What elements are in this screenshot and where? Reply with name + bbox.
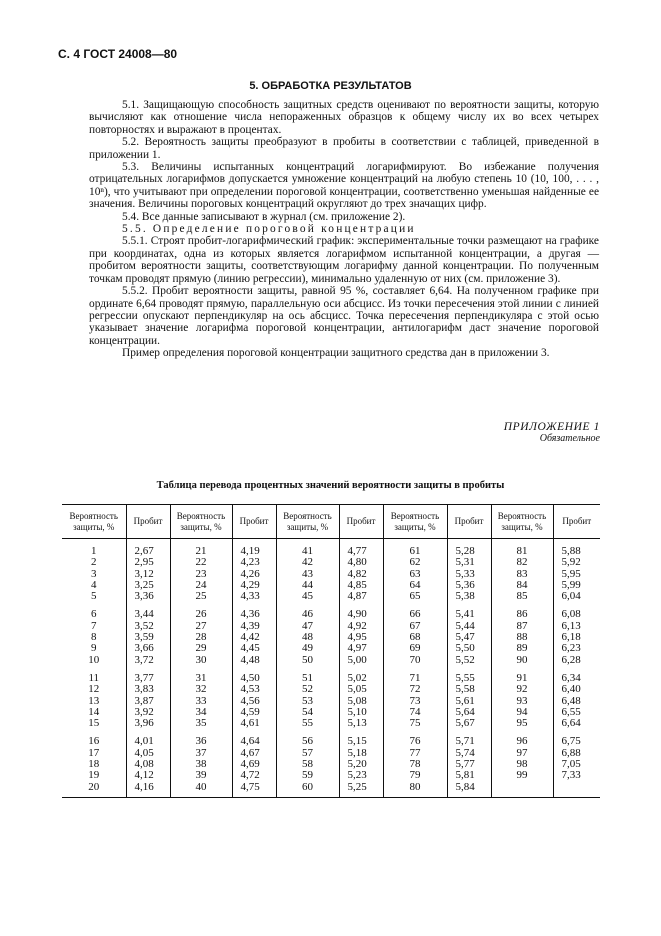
probit-cell: 3,25 — [126, 580, 170, 591]
probit-cell: 3,92 — [126, 707, 170, 718]
probit-cell: 6,64 — [553, 718, 600, 729]
table-row — [62, 684, 600, 695]
table-header-row — [62, 505, 600, 539]
probit-cell: 6,40 — [553, 684, 600, 695]
probit-cell: 4,42 — [232, 632, 276, 643]
probability-cell: 96 — [491, 736, 553, 747]
probit-cell: 6,75 — [553, 736, 600, 747]
probability-cell: 48 — [276, 632, 339, 643]
probit-cell: 4,12 — [126, 770, 170, 781]
probability-cell: 82 — [491, 557, 553, 568]
probability-cell: 47 — [276, 621, 339, 632]
probability-cell: 14 — [88, 705, 100, 718]
table-row — [62, 655, 600, 666]
probit-cell: 4,36 — [232, 609, 276, 620]
probit-cell: 4,64 — [232, 736, 276, 747]
paragraph-5-4: 5.4. Все данные записывают в журнал (см. приложение 2). — [122, 210, 406, 223]
table-row — [62, 643, 600, 654]
probit-cell: 4,16 — [126, 782, 170, 798]
probit-cell: 4,92 — [339, 621, 383, 632]
probability-cell: 44 — [276, 580, 339, 591]
appendix-label — [504, 421, 600, 444]
probit-cell: 4,90 — [339, 609, 383, 620]
body-text — [89, 99, 599, 360]
probability-cell: 10 — [88, 653, 100, 666]
probability-cell: 64 — [383, 580, 447, 591]
probit-cell: 5,64 — [447, 707, 491, 718]
probability-cell: 31 — [170, 673, 232, 684]
probit-cell: 5,20 — [339, 759, 383, 770]
header-probit: Пробит — [232, 505, 276, 539]
probit-cell: 3,12 — [126, 569, 170, 580]
probability-cell: 71 — [383, 673, 447, 684]
probability-cell: 77 — [383, 748, 447, 759]
probit-cell: 5,55 — [447, 673, 491, 684]
probit-cell: 4,56 — [232, 696, 276, 707]
probit-cell: 3,44 — [126, 609, 170, 620]
probability-cell: 6 — [91, 608, 97, 621]
probit-cell: 6,08 — [553, 609, 600, 620]
probit-cell: 5,25 — [339, 782, 383, 798]
probit-cell: 4,33 — [232, 591, 276, 602]
probit-cell: 5,38 — [447, 591, 491, 602]
probit-table — [62, 504, 600, 798]
probit-cell: 5,95 — [553, 569, 600, 580]
probability-cell: 93 — [491, 696, 553, 707]
probit-cell: 5,77 — [447, 759, 491, 770]
probability-cell: 69 — [383, 643, 447, 654]
probability-cell: 68 — [383, 632, 447, 643]
paragraph-5-1: 5.1. Защищающую способность защитных средств оценивают по вероятности защиты, которую вычисляют как отношение числа непораженных образцов к общему числу их во всех четырех повторностях и выражают в процентах. — [89, 99, 599, 136]
probit-cell: 6,23 — [553, 643, 600, 654]
probability-cell: 11 — [88, 671, 100, 684]
probability-cell: 41 — [276, 546, 339, 557]
probability-cell: 83 — [491, 569, 553, 580]
probability-cell: 28 — [170, 632, 232, 643]
probit-cell: 4,69 — [232, 759, 276, 770]
paragraph-5-2: 5.2. Вероятность защиты преобразуют в пробиты в соответствии с таблицей, приведенной в приложении 1. — [89, 136, 599, 161]
header-probit: Пробит — [447, 505, 491, 539]
probit-cell: 6,28 — [553, 655, 600, 666]
probit-cell: 5,52 — [447, 655, 491, 666]
probit-cell: 4,50 — [232, 673, 276, 684]
probability-cell: 94 — [491, 707, 553, 718]
probit-cell: 5,05 — [339, 684, 383, 695]
probability-cell: 95 — [491, 718, 553, 729]
probability-cell: 40 — [170, 782, 232, 798]
probit-cell: 5,41 — [447, 609, 491, 620]
probability-cell: 49 — [276, 643, 339, 654]
probability-cell: 36 — [170, 736, 232, 747]
probit-cell: 7,05 — [553, 759, 600, 770]
probability-cell: 89 — [491, 643, 553, 654]
probability-cell: 25 — [170, 591, 232, 602]
probit-cell: 5,74 — [447, 748, 491, 759]
probit-cell: 4,77 — [339, 546, 383, 557]
probit-table-body — [62, 539, 600, 798]
probit-cell: 5,44 — [447, 621, 491, 632]
probability-cell: 9 — [91, 642, 97, 655]
probit-cell: 3,77 — [126, 673, 170, 684]
probit-cell: 4,26 — [232, 569, 276, 580]
probability-cell: 88 — [491, 632, 553, 643]
probability-cell: 72 — [383, 684, 447, 695]
probit-cell: 5,18 — [339, 748, 383, 759]
header-probability: Вероятность защиты, % — [383, 505, 447, 539]
probit-cell: 3,36 — [126, 591, 170, 602]
probit-cell: 6,18 — [553, 632, 600, 643]
probability-cell: 29 — [170, 643, 232, 654]
probit-cell: 6,55 — [553, 707, 600, 718]
table-row — [62, 557, 600, 568]
probit-cell: 3,72 — [126, 655, 170, 666]
probit-cell: 5,67 — [447, 718, 491, 729]
probability-cell: 59 — [276, 770, 339, 781]
section-title: 5. ОБРАБОТКА РЕЗУЛЬТАТОВ — [249, 80, 412, 92]
probability-cell: 27 — [170, 621, 232, 632]
probit-cell: 6,48 — [553, 696, 600, 707]
probability-cell: 56 — [276, 736, 339, 747]
probit-cell: 4,95 — [339, 632, 383, 643]
probability-cell: 57 — [276, 748, 339, 759]
probability-cell: 87 — [491, 621, 553, 632]
probit-cell: 4,97 — [339, 643, 383, 654]
probit-cell: 4,08 — [126, 759, 170, 770]
paragraph-example: Пример определения пороговой концентрации защитного средства дан в приложении 3. — [122, 347, 550, 360]
probability-cell: 46 — [276, 609, 339, 620]
probit-cell: 5,15 — [339, 736, 383, 747]
probit-cell: 5,02 — [339, 673, 383, 684]
probability-cell: 65 — [383, 591, 447, 602]
probability-cell: 52 — [276, 684, 339, 695]
probit-cell: 5,31 — [447, 557, 491, 568]
appendix-subtitle: Обязательное — [539, 433, 600, 444]
probit-cell: 5,08 — [339, 696, 383, 707]
table-row — [62, 770, 600, 781]
header-probit: Пробит — [126, 505, 170, 539]
probit-cell: 5,81 — [447, 770, 491, 781]
header-probability: Вероятность защиты, % — [170, 505, 232, 539]
probability-cell: 26 — [170, 609, 232, 620]
probability-cell: 37 — [170, 748, 232, 759]
header-probit: Пробит — [339, 505, 383, 539]
probability-cell: 63 — [383, 569, 447, 580]
header-probit: Пробит — [553, 505, 600, 539]
probability-cell: 20 — [88, 780, 100, 793]
probability-cell: 67 — [383, 621, 447, 632]
probability-cell: 98 — [491, 759, 553, 770]
probability-cell: 21 — [170, 546, 232, 557]
appendix-title: ПРИЛОЖЕНИЕ 1 — [503, 421, 600, 433]
probability-cell: 61 — [383, 546, 447, 557]
probit-cell: 5,92 — [553, 557, 600, 568]
table-row — [62, 718, 600, 729]
probability-cell: 51 — [276, 673, 339, 684]
probability-cell: 54 — [276, 707, 339, 718]
probit-cell: 4,82 — [339, 569, 383, 580]
probit-cell — [553, 782, 600, 798]
probit-cell: 3,66 — [126, 643, 170, 654]
probability-cell: 58 — [276, 759, 339, 770]
table-row — [62, 782, 600, 798]
probit-cell: 5,33 — [447, 569, 491, 580]
probability-cell: 2 — [91, 556, 97, 569]
probit-cell: 4,67 — [232, 748, 276, 759]
header-probability: Вероятность защиты, % — [491, 505, 553, 539]
probit-cell: 5,84 — [447, 782, 491, 798]
page-header: С. 4 ГОСТ 24008—80 — [58, 47, 178, 61]
probit-cell: 5,99 — [553, 580, 600, 591]
probability-cell: 33 — [170, 696, 232, 707]
probability-cell: 60 — [276, 782, 339, 798]
probability-cell: 7 — [91, 619, 97, 632]
probit-cell: 6,34 — [553, 673, 600, 684]
probit-cell: 5,47 — [447, 632, 491, 643]
probit-cell: 6,13 — [553, 621, 600, 632]
probit-cell: 4,01 — [126, 736, 170, 747]
probability-cell: 55 — [276, 718, 339, 729]
probit-cell: 3,96 — [126, 718, 170, 729]
probit-cell: 2,95 — [126, 557, 170, 568]
probit-cell: 3,59 — [126, 632, 170, 643]
probit-cell: 5,71 — [447, 736, 491, 747]
probability-cell: 92 — [491, 684, 553, 695]
probability-cell: 79 — [383, 770, 447, 781]
probability-cell: 45 — [276, 591, 339, 602]
probability-cell: 23 — [170, 569, 232, 580]
probit-cell: 5,36 — [447, 580, 491, 591]
probability-cell: 3 — [91, 567, 97, 580]
probability-cell: 84 — [491, 580, 553, 591]
probability-cell: 99 — [491, 770, 553, 781]
probit-cell: 3,52 — [126, 621, 170, 632]
probability-cell: 81 — [491, 546, 553, 557]
probability-cell — [491, 782, 553, 798]
paragraph-5-5-1: 5.5.1. Строят пробит-логарифмический график: экспериментальные точки размещают на графике при координатах, одна из которых является логарифмом испытанной концентрации, а другая — пробитом вероятности защиты, соответствующим логарифму данной концентрации. По полученным точкам проводят прямую (линию регрессии), минимально удаленную от них (см. приложение 3). — [89, 235, 599, 285]
probit-cell: 4,29 — [232, 580, 276, 591]
table-title: Таблица перевода процентных значений вероятности защиты в пробиты — [156, 480, 505, 491]
probability-cell: 43 — [276, 569, 339, 580]
probability-cell: 39 — [170, 770, 232, 781]
probit-cell: 4,45 — [232, 643, 276, 654]
probit-cell: 5,58 — [447, 684, 491, 695]
probit-cell: 4,80 — [339, 557, 383, 568]
probability-cell: 53 — [276, 696, 339, 707]
table-bottom-rule — [62, 797, 600, 798]
probit-cell: 4,19 — [232, 546, 276, 557]
probability-cell: 85 — [491, 591, 553, 602]
probit-cell: 5,88 — [553, 546, 600, 557]
probit-cell: 2,67 — [126, 546, 170, 557]
probability-cell: 75 — [383, 718, 447, 729]
probability-cell: 62 — [383, 557, 447, 568]
probability-cell: 70 — [383, 655, 447, 666]
paragraph-5-3: 5.3. Величины испытанных концентраций логарифмируют. Во избежание получения отрицательных логарифмов допускается умножение концентраций на любую степень 10 (10, 100, . . . , 10ⁿ), что учитывают при определении пороговой концентрации, соответственно уменьшая найденные ее значения. Величины пороговых концентраций округляют до трех значащих цифр. — [89, 161, 599, 211]
probit-cell: 6,04 — [553, 591, 600, 602]
probit-cell: 3,87 — [126, 696, 170, 707]
probability-cell: 12 — [88, 683, 100, 696]
probability-cell: 13 — [88, 694, 100, 707]
probit-cell: 5,50 — [447, 643, 491, 654]
probability-cell: 15 — [88, 717, 100, 730]
probability-cell: 86 — [491, 609, 553, 620]
probability-cell: 38 — [170, 759, 232, 770]
probit-cell: 4,85 — [339, 580, 383, 591]
probability-cell: 97 — [491, 748, 553, 759]
probability-cell: 8 — [91, 631, 97, 644]
probability-cell: 35 — [170, 718, 232, 729]
probit-cell: 4,75 — [232, 782, 276, 798]
probit-cell: 5,10 — [339, 707, 383, 718]
probability-cell: 19 — [88, 769, 100, 782]
probit-cell: 4,48 — [232, 655, 276, 666]
probit-cell: 7,33 — [553, 770, 600, 781]
probit-cell: 4,72 — [232, 770, 276, 781]
probit-cell: 4,05 — [126, 748, 170, 759]
probit-cell: 5,61 — [447, 696, 491, 707]
probit-cell: 3,83 — [126, 684, 170, 695]
probit-cell: 5,23 — [339, 770, 383, 781]
probability-cell: 4 — [91, 578, 97, 591]
probability-cell: 32 — [170, 684, 232, 695]
table-row — [62, 591, 600, 602]
probability-cell: 5 — [91, 590, 97, 603]
bottom-rule-cell — [62, 797, 600, 798]
probit-cell: 4,61 — [232, 718, 276, 729]
probability-cell: 76 — [383, 736, 447, 747]
probability-cell: 34 — [170, 707, 232, 718]
probability-cell: 17 — [88, 746, 100, 759]
probability-cell: 30 — [170, 655, 232, 666]
probability-cell: 66 — [383, 609, 447, 620]
header-probability: Вероятность защиты, % — [276, 505, 339, 539]
probability-cell: 16 — [88, 735, 100, 748]
probit-cell: 5,28 — [447, 546, 491, 557]
probability-cell: 91 — [491, 673, 553, 684]
probability-cell: 73 — [383, 696, 447, 707]
probability-cell: 50 — [276, 655, 339, 666]
paragraph-5-5-2: 5.5.2. Пробит вероятности защиты, равной 95 %, составляет 6,64. На полученном графике при ординате 6,64 проводят прямую, параллельную оси абсцисс. Из точки пересечения этой линии с линией регрессии опускают перпендикуляр на ось абсцисс. Точка пересечения перпендикуляра с этой осью указывает значение логарифма пороговой концентрации, антилогарифм даст значение пороговой концентрации. — [89, 285, 599, 347]
probability-cell: 22 — [170, 557, 232, 568]
probability-cell: 90 — [491, 655, 553, 666]
probit-cell: 4,39 — [232, 621, 276, 632]
paragraph-5-5-heading: 5.5. Определение пороговой концентрации — [122, 223, 416, 236]
probit-cell: 4,53 — [232, 684, 276, 695]
probability-cell: 78 — [383, 759, 447, 770]
probit-cell: 5,00 — [339, 655, 383, 666]
probability-cell: 24 — [170, 580, 232, 591]
probability-cell: 42 — [276, 557, 339, 568]
probit-cell: 6,88 — [553, 748, 600, 759]
probit-cell: 5,13 — [339, 718, 383, 729]
probit-cell: 4,23 — [232, 557, 276, 568]
probability-cell: 18 — [88, 758, 100, 771]
probability-cell: 80 — [383, 782, 447, 798]
probability-cell: 74 — [383, 707, 447, 718]
probit-cell: 4,87 — [339, 591, 383, 602]
probability-cell: 1 — [91, 545, 97, 557]
probit-cell: 4,59 — [232, 707, 276, 718]
header-probability: Вероятность защиты, % — [62, 505, 126, 539]
